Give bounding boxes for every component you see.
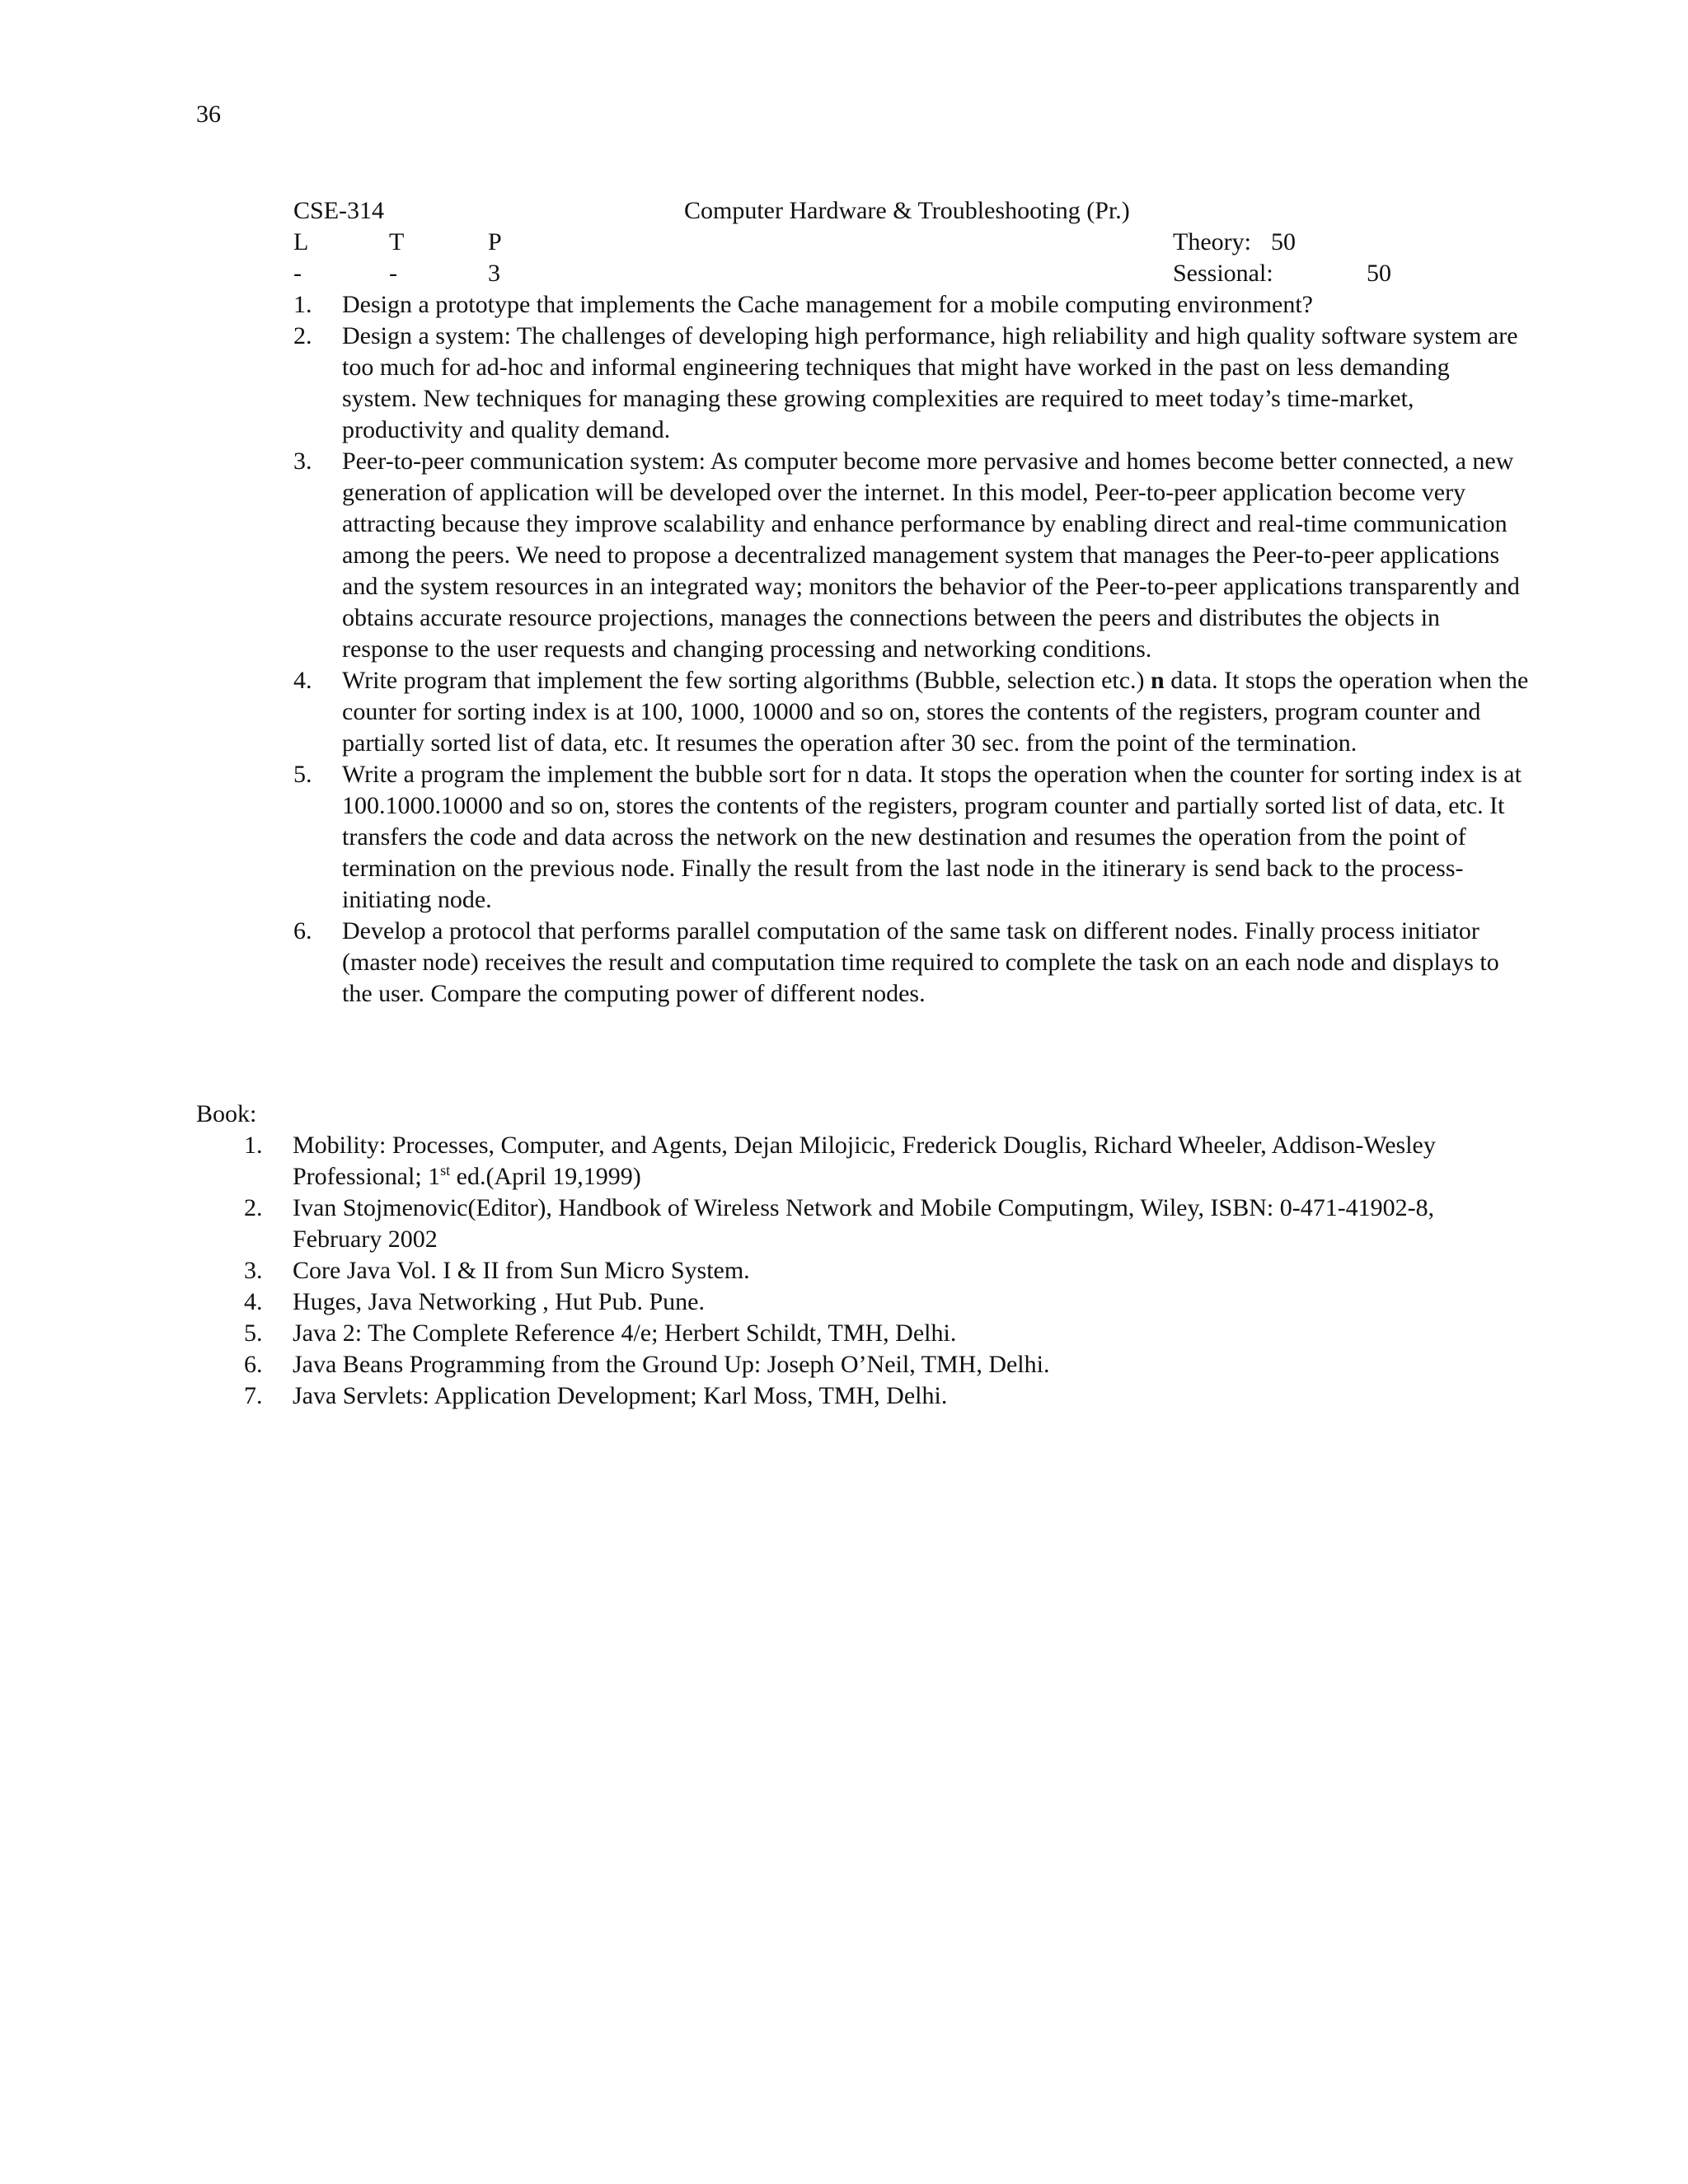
ltp-header-t: T xyxy=(389,228,405,255)
list-item xyxy=(293,916,1530,1010)
item-number: 4. xyxy=(244,1288,263,1315)
list-item xyxy=(244,1193,1497,1255)
item-number: 2. xyxy=(293,322,312,349)
item-text: Huges, Java Networking , Hut Pub. Pune. xyxy=(293,1288,705,1315)
list-item xyxy=(244,1318,1497,1349)
list-item xyxy=(244,1130,1497,1193)
list-item xyxy=(244,1380,1497,1412)
item-text: ed.(April 19,1999) xyxy=(450,1163,641,1190)
item-text: Design a system: The challenges of developing high performance, high reliability and high quality software system are too much for ad-hoc and informal engineering techniques that might have worked in the past on less demanding system. New techniques for managing these growing complexities are required to meet today’s time-market, productivity and quality demand. xyxy=(342,322,1518,443)
exercise-list xyxy=(293,289,1530,1010)
page-number: 36 xyxy=(196,101,221,128)
item-text: Develop a protocol that performs parallel computation of the same task on different nodes. Finally process initiator (master node) receives the result and computation time required to complete the task on an each node and displays to the user. Compare the computing power of different nodes. xyxy=(342,917,1499,1007)
item-text: data. It stops the operation when the counter for sorting index is at 100, 1000, 10000 and so on, stores the contents of the registers, program counter and partially sorted list of data, etc. It resumes the operation after 30 sec. from the point of the termination. xyxy=(342,667,1529,757)
item-number: 6. xyxy=(244,1351,263,1378)
list-item xyxy=(244,1286,1497,1318)
item-number: 1. xyxy=(244,1132,263,1159)
item-number: 5. xyxy=(293,761,312,788)
book-heading: Book: xyxy=(196,1100,257,1127)
ltp-value-p: 3 xyxy=(488,260,500,287)
ltp-header-row xyxy=(293,227,1530,258)
item-number: 7. xyxy=(244,1382,263,1409)
item-text: Design a prototype that implements the Cache management for a mobile computing environment? xyxy=(342,291,1313,318)
ltp-values-row xyxy=(293,258,1530,289)
item-text: Write program that implement the few sorting algorithms (Bubble, selection etc.) xyxy=(342,667,1151,694)
item-number: 6. xyxy=(293,917,312,944)
list-item xyxy=(293,759,1530,916)
item-text: Java 2: The Complete Reference 4/e; Herbert Schildt, TMH, Delhi. xyxy=(293,1319,957,1347)
book-list xyxy=(244,1130,1497,1412)
list-item xyxy=(293,446,1530,665)
theory-label: Theory: xyxy=(1173,228,1251,255)
item-text: Java Beans Programming from the Ground Up: Joseph O’Neil, TMH, Delhi. xyxy=(293,1351,1050,1378)
sessional-label: Sessional: xyxy=(1173,260,1273,287)
item-text-bold: n xyxy=(1151,667,1165,694)
item-text: Java Servlets: Application Development; Karl Moss, TMH, Delhi. xyxy=(293,1382,948,1409)
item-text: Ivan Stojmenovic(Editor), Handbook of Wireless Network and Mobile Computingm, Wiley, ISBN: 0-471-41902-8, February 2002 xyxy=(293,1194,1435,1253)
item-number: 1. xyxy=(293,291,312,318)
item-superscript: st xyxy=(440,1162,451,1179)
ltp-header-l: L xyxy=(293,228,309,255)
course-title-row xyxy=(293,195,1530,227)
item-text: Write a program the implement the bubble sort for n data. It stops the operation when the counter for sorting index is at 100.1000.10000 and so on, stores the contents of the registers, program counter and partially sorted list of data, etc. It transfers the code and data across the network on the new destination and resumes the operation from the point of termination on the previous node. Finally the result from the last node in the itinerary is send back to the process-initiating node. xyxy=(342,761,1522,913)
item-number: 3. xyxy=(244,1257,263,1284)
item-number: 4. xyxy=(293,667,312,694)
item-number: 5. xyxy=(244,1319,263,1347)
item-text: Mobility: Processes, Computer, and Agents, Dejan Milojicic, Frederick Douglis, Richard Wheeler, Addison-Wesley Professional; 1 xyxy=(293,1132,1436,1190)
list-item xyxy=(293,321,1530,446)
course-header xyxy=(293,195,1530,289)
item-text: Core Java Vol. I & II from Sun Micro System. xyxy=(293,1257,750,1284)
ltp-header-p: P xyxy=(488,228,502,255)
course-code: CSE-314 xyxy=(293,197,385,224)
course-title: Computer Hardware & Troubleshooting (Pr.) xyxy=(684,197,1130,224)
item-text: Peer-to-peer communication system: As computer become more pervasive and homes become better connected, a new generation of application will be developed over the internet. In this model, Peer-to-peer application become very attracting because they improve scalability and enhance performance by enabling direct and real-time communication among the peers. We need to propose a decentralized management system that manages the Peer-to-peer applications and the system resources in an integrated way; monitors the behavior of the Peer-to-peer applications transparently and obtains accurate resource projections, manages the connections between the peers and distributes the objects in response to the user requests and changing processing and networking conditions. xyxy=(342,448,1520,663)
list-item xyxy=(244,1255,1497,1286)
sessional-value: 50 xyxy=(1367,260,1391,287)
list-item xyxy=(293,289,1530,321)
ltp-value-t: - xyxy=(389,260,397,287)
theory-value: 50 xyxy=(1271,228,1296,255)
list-item xyxy=(293,665,1530,759)
item-number: 3. xyxy=(293,448,312,475)
ltp-value-l: - xyxy=(293,260,302,287)
list-item xyxy=(244,1349,1497,1380)
item-number: 2. xyxy=(244,1194,263,1221)
